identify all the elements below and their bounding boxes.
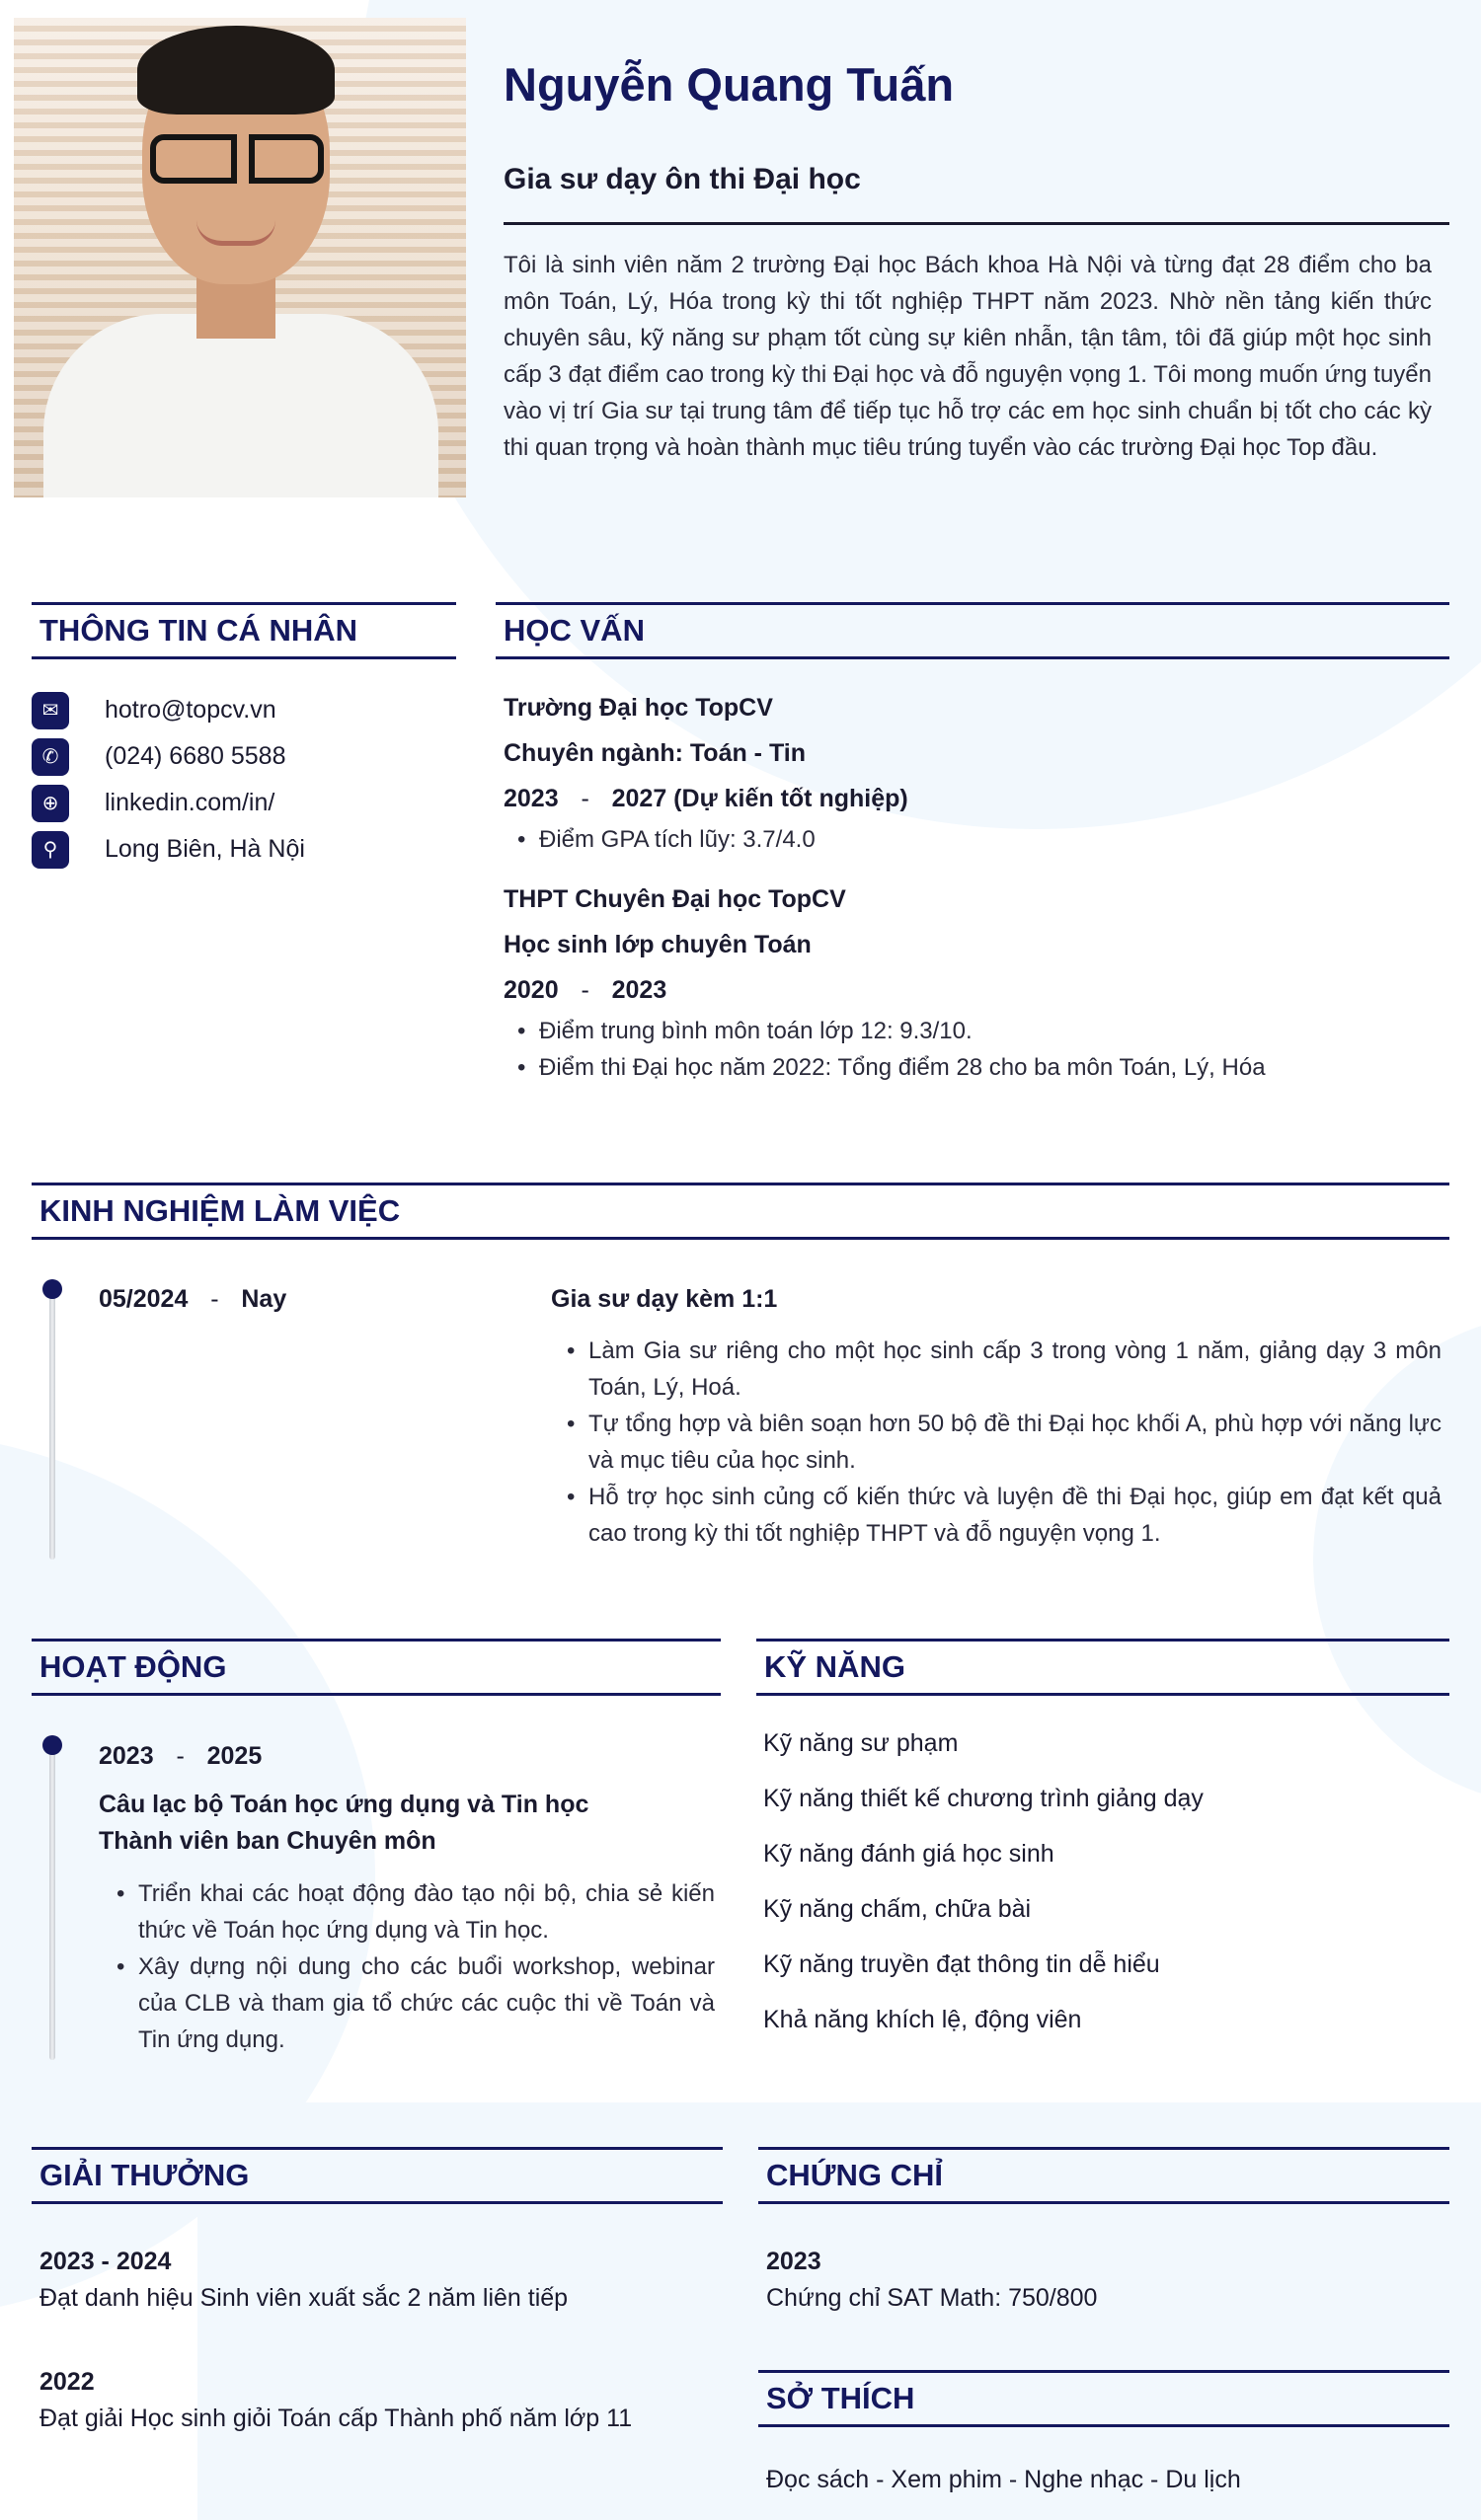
hobbies-text: Đọc sách - Xem phim - Nghe nhạc - Du lịch (766, 2466, 1241, 2493)
education-school: Trường Đại học TopCV (504, 694, 773, 722)
education-end: 2027 (Dự kiến tốt nghiệp) (611, 785, 908, 812)
education-years: 2023 - 2027 (Dự kiến tốt nghiệp) (504, 785, 908, 812)
education-school: THPT Chuyên Đại học TopCV (504, 885, 846, 913)
skill-item: Kỹ năng thiết kế chương trình giảng dạy (763, 1785, 1204, 1812)
activities-timeline-dot (42, 1735, 62, 1755)
career-summary: Tôi là sinh viên năm 2 trường Đại học Bách khoa Hà Nội và từng đạt 28 điểm cho ba môn Toán, Lý, Hóa trong kỳ thi tốt nghiệp THPT năm 2023. Nhờ nền tảng kiến thức chuyên sâu, kỹ năng sư phạm tốt cùng sự kiên nhẫn, tận tâm, tôi đã giúp một học sinh cấp 3 đạt điểm cao trong kỳ thi Đại học và đỗ nguyện vọng 1. Tôi mong muốn ứng tuyển vào vị trí Gia sư tại trung tâm để tiếp tục hỗ trợ các em học sinh chuẩn bị tốt cho các kỳ thi quan trọng và hoàn thành mục tiêu trúng tuyển vào các trường Đại học Top đầu. (504, 252, 1432, 461)
education-bullets (504, 821, 1432, 858)
activity-start: 2023 (99, 1742, 154, 1770)
list-item: • Điểm GPA tích lũy: 3.7/4.0 (504, 821, 1432, 858)
experience-timeline-dot (42, 1279, 62, 1299)
email-icon: ✉ (32, 692, 69, 729)
list-item: • Điểm trung bình môn toán lớp 12: 9.3/10. (504, 1013, 1432, 1049)
list-item: • Triển khai các hoạt động đào tạo nội bộ, chia sẻ kiến thức về Toán học ứng dụng và Tin học. (103, 1875, 715, 1948)
contact-phone[interactable]: (024) 6680 5588 (105, 742, 286, 770)
education-major: Chuyên ngành: Toán - Tin (504, 739, 806, 767)
experience-timeline (49, 1293, 55, 1560)
award-year: 2022 (39, 2368, 95, 2396)
job-title: Gia sư dạy ôn thi Đại học (504, 163, 861, 195)
list-item: • Xây dựng nội dung cho các buổi workshop, webinar của CLB và tham gia tổ chức các cuộc thi về Toán và Tin ứng dụng. (103, 1948, 715, 2058)
award-title: Đạt danh hiệu Sinh viên xuất sắc 2 năm liên tiếp (39, 2284, 569, 2312)
certificate-year: 2023 (766, 2248, 821, 2275)
experience-bullets (553, 1333, 1442, 1552)
section-heading-awards: GIẢI THƯỞNG (32, 2147, 723, 2204)
contact-item-website (32, 780, 305, 826)
activities-timeline (49, 1752, 55, 2060)
list-item: • Hỗ trợ học sinh củng cố kiến thức và luyện đề thi Đại học, giúp em đạt kết quả cao trong kỳ thi tốt nghiệp THPT và đỗ nguyện vọng 1. (553, 1479, 1442, 1552)
contact-list (32, 687, 305, 873)
activity-organization (99, 1787, 711, 1860)
section-heading-activities: HOẠT ĐỘNG (32, 1639, 721, 1696)
title-divider (504, 222, 1449, 225)
activity-dates: 2023 - 2025 (99, 1742, 263, 1770)
award-item (39, 2239, 711, 2313)
skill-item: Khả năng khích lệ, động viên (763, 2006, 1082, 2033)
section-heading-certificates: CHỨNG CHỈ (758, 2147, 1449, 2204)
activity-org-name: Câu lạc bộ Toán học ứng dụng và Tin học (99, 1791, 589, 1818)
location-pin-icon: ⚲ (32, 831, 69, 869)
list-item: • Điểm thi Đại học năm 2022: Tổng điểm 28 cho ba môn Toán, Lý, Hóa (504, 1049, 1432, 1086)
certificate-title: Chứng chỉ SAT Math: 750/800 (766, 2284, 1098, 2312)
phone-icon: ✆ (32, 738, 69, 776)
experience-role: Gia sư dạy kèm 1:1 (551, 1285, 778, 1313)
activity-end: 2025 (206, 1742, 263, 1770)
activity-bullets (103, 1875, 715, 2058)
education-start: 2020 (504, 976, 559, 1004)
activity-position: Thành viên ban Chuyên môn (99, 1827, 436, 1855)
list-item: • Tự tổng hợp và biên soạn hơn 50 bộ đề thi Đại học khối A, phù hợp với năng lực và mục tiêu của học sinh. (553, 1406, 1442, 1479)
skill-item: Kỹ năng đánh giá học sinh (763, 1840, 1054, 1868)
section-heading-skills: KỸ NĂNG (756, 1639, 1449, 1696)
experience-start: 05/2024 (99, 1285, 189, 1313)
award-title: Đạt giải Học sinh giỏi Toán cấp Thành phố năm lớp 11 (39, 2405, 633, 2432)
contact-email[interactable]: hotro@topcv.vn (105, 696, 276, 724)
skill-item: Kỹ năng chấm, chữa bài (763, 1895, 1032, 1923)
contact-item-phone (32, 733, 305, 780)
skill-item: Kỹ năng sư phạm (763, 1729, 959, 1757)
education-end: 2023 (611, 976, 667, 1004)
skills-list (763, 1723, 1204, 2055)
contact-linkedin[interactable]: linkedin.com/in/ (105, 789, 275, 816)
hobbies-item (766, 2466, 1438, 2494)
section-heading-personal-info: THÔNG TIN CÁ NHÂN (32, 602, 456, 659)
education-years: 2020 - 2023 (504, 976, 667, 1004)
education-bullets (504, 1013, 1432, 1086)
candidate-name: Nguyễn Quang Tuấn (504, 58, 955, 111)
list-item: • Làm Gia sư riêng cho một học sinh cấp 3 trong vòng 1 năm, giảng dạy 3 môn Toán, Lý, Hoá. (553, 1333, 1442, 1406)
contact-item-address (32, 826, 305, 873)
section-heading-experience: KINH NGHIỆM LÀM VIỆC (32, 1183, 1449, 1240)
contact-address: Long Biên, Hà Nội (105, 835, 305, 863)
experience-end: Nay (241, 1285, 287, 1313)
award-item (39, 2359, 711, 2433)
section-heading-hobbies: SỞ THÍCH (758, 2370, 1449, 2427)
profile-photo (14, 18, 466, 497)
certificate-item (766, 2239, 1438, 2313)
education-entry-university (504, 685, 1432, 858)
education-start: 2023 (504, 785, 559, 812)
globe-icon: ⊕ (32, 785, 69, 822)
education-entry-highschool (504, 877, 1432, 1086)
section-heading-education: HỌC VẤN (496, 602, 1449, 659)
skill-item: Kỹ năng truyền đạt thông tin dễ hiểu (763, 1950, 1160, 1978)
award-year: 2023 - 2024 (39, 2248, 172, 2275)
experience-dates: 05/2024 - Nay (99, 1285, 287, 1313)
contact-item-email (32, 687, 305, 733)
education-major: Học sinh lớp chuyên Toán (504, 931, 812, 958)
